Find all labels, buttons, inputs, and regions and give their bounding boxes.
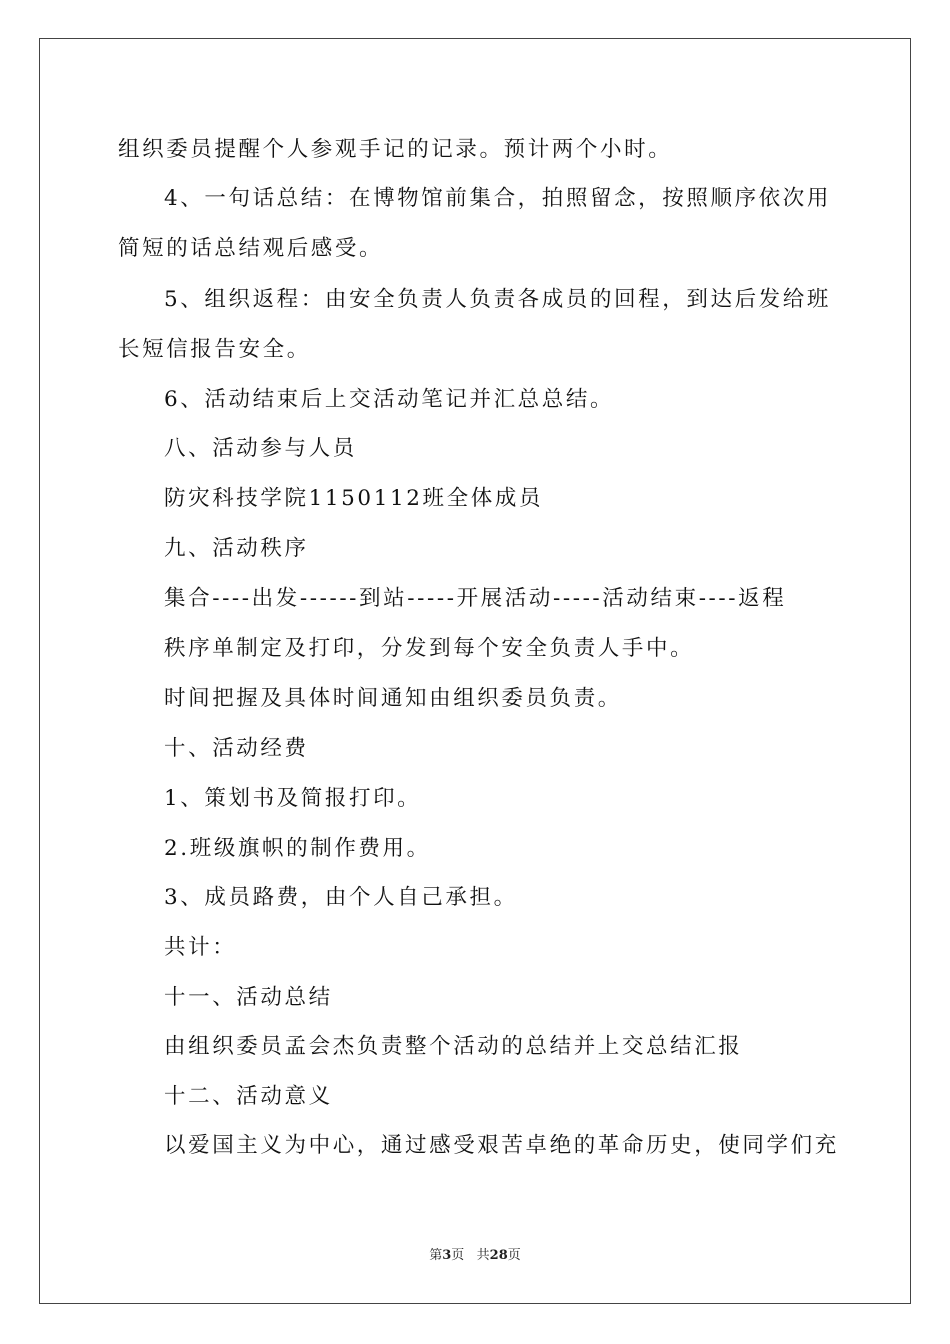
footer-middle: 页 共 (451, 1248, 490, 1263)
text-line: 简短的话总结观后感受。 (118, 236, 384, 261)
text-line: 时间把握及具体时间通知由组织委员负责。 (164, 686, 622, 711)
text-line: 组织委员提醒个人参观手记的记录。预计两个小时。 (118, 137, 673, 162)
section-heading: 八、活动参与人员 (164, 436, 357, 461)
section-heading: 十一、活动总结 (164, 985, 333, 1010)
text-line: 1、策划书及简报打印。 (164, 786, 422, 811)
text-line: 防灾科技学院1150112班全体成员 (164, 486, 544, 511)
text-line: 2.班级旗帜的制作费用。 (164, 836, 431, 861)
text-line: 秩序单制定及打印，分发到每个安全负责人手中。 (164, 636, 695, 661)
text-line: 4、一句话总结：在博物馆前集合，拍照留念，按照顺序依次用 (164, 186, 831, 211)
section-heading: 十二、活动意义 (164, 1084, 333, 1109)
text-line: 以爱国主义为中心，通过感受艰苦卓绝的革命历史，使同学们充 (164, 1133, 839, 1158)
section-heading: 十、活动经费 (164, 736, 309, 761)
current-page-number: 3 (442, 1248, 452, 1263)
text-line: 5、组织返程：由安全负责人负责各成员的回程，到达后发给班 (164, 287, 831, 312)
text-line: 6、活动结束后上交活动笔记并汇总总结。 (164, 387, 615, 412)
text-line: 长短信报告安全。 (118, 337, 311, 362)
footer-prefix: 第 (429, 1248, 443, 1263)
total-page-count: 28 (489, 1248, 508, 1263)
footer-suffix: 页 (507, 1248, 521, 1263)
page-border (39, 38, 911, 1304)
page-footer (0, 1247, 950, 1265)
text-line: 集合----出发------到站-----开展活动-----活动结束----返程 (164, 586, 787, 611)
text-line: 由组织委员孟会杰负责整个活动的总结并上交总结汇报 (164, 1034, 743, 1059)
section-heading: 九、活动秩序 (164, 536, 309, 561)
text-line: 共计： (164, 935, 237, 960)
text-line: 3、成员路费，由个人自己承担。 (164, 885, 518, 910)
